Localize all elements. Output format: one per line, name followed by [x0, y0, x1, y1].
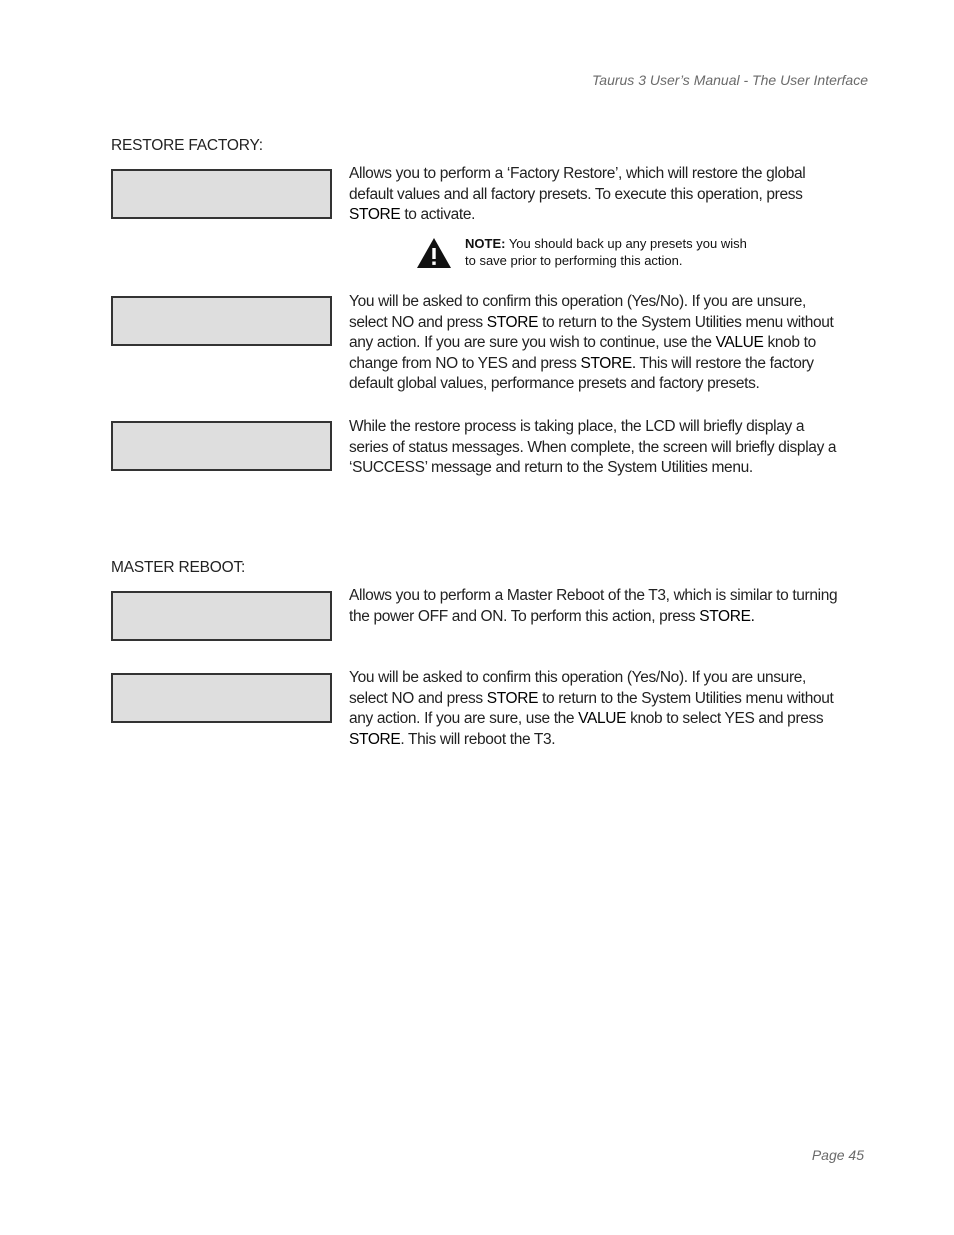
note-text: [465, 235, 755, 269]
text: Allows you to perform a Master Reboot of the T3, which is similar to turning the power OFF and ON. To perform this action, press: [349, 587, 838, 625]
lcd-line-1: [117, 217, 330, 219]
section-title-restore-factory: RESTORE FACTORY:: [111, 137, 263, 154]
paragraph-restore-progress: While the restore process is taking place, the LCD will briefly display a series of status messages. When complete, the screen will briefly display a ‘SUCCESS’ message and return to the System Utilities menu.: [349, 418, 837, 477]
text: You will be asked to confirm this operation (Yes/No). If you are unsure, select NO and press: [349, 669, 806, 707]
lcd-factory-restore-write: [111, 421, 332, 471]
text: Allows you to perform a ‘Factory Restore’, which will restore the global default values and all factory presets. To execute this operation, press: [349, 165, 806, 203]
keyword-store: STORE: [349, 206, 401, 224]
lcd-line-1: [117, 344, 330, 346]
lcd-system-utilities-reboot: [111, 591, 332, 641]
lcd-system-utilities-restore: [111, 169, 332, 219]
lcd-master-reboot-confirm: [111, 673, 332, 723]
text: to activate.: [400, 206, 476, 224]
keyword-value: VALUE: [578, 710, 627, 728]
warning-triangle-icon: [416, 237, 452, 269]
paragraph-restore-confirm: [349, 292, 844, 395]
keyword-store: STORE: [486, 689, 539, 707]
text: knob to change from NO to YES and press: [349, 334, 816, 372]
text: knob to select YES and press: [626, 710, 824, 728]
section-title-master-reboot: MASTER REBOOT:: [111, 559, 246, 576]
lcd-factory-restore-confirm: [111, 296, 332, 346]
text: to return to the System Utilities menu without any action. If you are sure you wish to continue, use the: [349, 313, 834, 352]
keyword-store: STORE.: [699, 607, 755, 625]
paragraph-restore-intro: [349, 164, 844, 226]
note-body: You should back up any presets you wish to save prior to performing this action.: [465, 236, 747, 268]
keyword-store: STORE: [349, 730, 401, 748]
lcd-line-1: [117, 721, 330, 723]
paragraph-reboot-confirm: [349, 668, 844, 750]
lcd-line-1: [117, 469, 330, 471]
keyword-store: STORE.: [580, 354, 636, 372]
text: to return to the System Utilities menu without any action. If you are sure, use the: [349, 689, 834, 728]
keyword-store: STORE: [486, 313, 539, 331]
page-number: Page 45: [811, 1147, 864, 1163]
lcd-line-1: [117, 639, 330, 641]
text: . This will reboot the T3.: [400, 730, 556, 748]
running-header: Taurus 3 User’s Manual - The User Interface: [592, 72, 868, 88]
note-box: [416, 235, 756, 273]
paragraph-reboot-intro: [349, 586, 844, 627]
note-label: NOTE:: [465, 236, 506, 251]
keyword-value: VALUE: [715, 334, 764, 352]
text: You will be asked to confirm this operation (Yes/No). If you are unsure, select NO and press: [349, 293, 806, 331]
text: This will restore the factory default global values, performance presets and factory presets.: [349, 354, 814, 393]
